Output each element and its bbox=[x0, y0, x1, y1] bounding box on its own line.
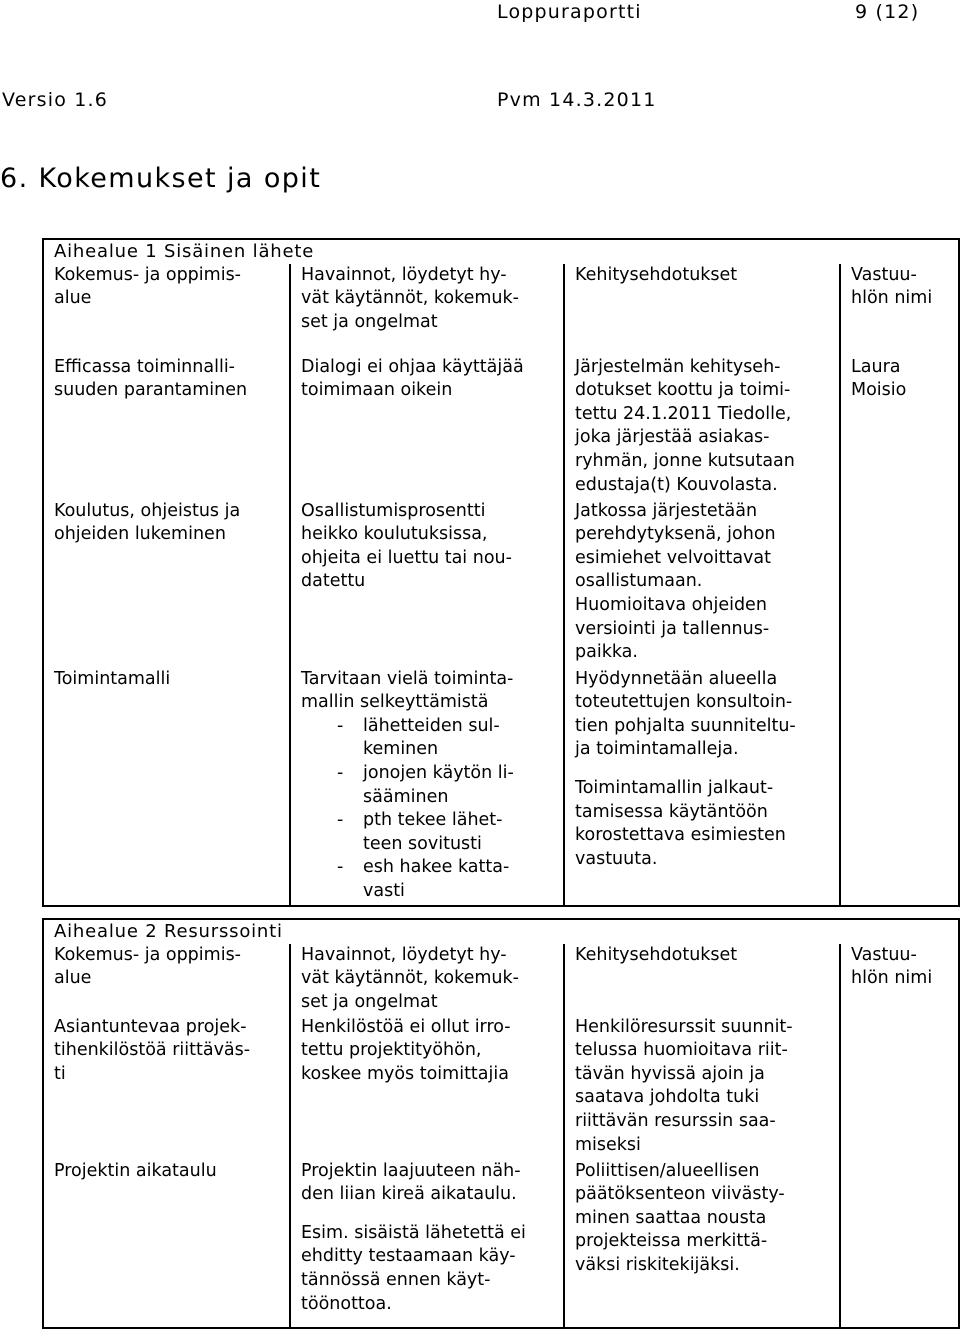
document-title: Loppuraportti bbox=[497, 1, 642, 23]
column-header-observations: Havainnot, löydetyt hy- vät käytännöt, kokemuk- set ja ongelmat bbox=[290, 264, 564, 356]
list-item-text: pth tekee lähet- teen sovitusti bbox=[363, 810, 503, 854]
column-header-area: Kokemus- ja oppimis- alue bbox=[43, 264, 290, 356]
list-item-text: lähetteiden sul- keminen bbox=[363, 715, 500, 760]
column-header-area: Kokemus- ja oppimis- alue bbox=[43, 944, 290, 1016]
cell-responsible: Laura Moisio bbox=[840, 356, 959, 500]
table-row bbox=[43, 500, 959, 668]
cell-development: Henkilöresurssit suunnit- telussa huomioitava riit- tävän hyvissä ajoin ja saatava johdolta tuki riittävän resurssin saa- miseksi bbox=[564, 1016, 840, 1160]
cell-area: Efficassa toiminnalli- suuden parantaminen bbox=[43, 356, 290, 500]
cell-observation: Henkilöstöä ei ollut irro- tettu projektityöhön, koskee myös toimittajia bbox=[290, 1016, 564, 1160]
list-item bbox=[301, 762, 563, 809]
cell-area: Asiantuntevaa projek- tihenkilöstöä riittäväs- ti bbox=[43, 1016, 290, 1160]
version-label: Versio 1.6 bbox=[2, 89, 109, 111]
list-dash: - bbox=[337, 857, 344, 878]
list-item-text: jonojen käytön li- sääminen bbox=[363, 762, 514, 807]
cell-observation bbox=[290, 1160, 564, 1328]
column-header-responsible: Vastuu- hlön nimi bbox=[840, 264, 959, 356]
cell-area: Toimintamalli bbox=[43, 668, 290, 906]
list-item bbox=[301, 715, 563, 762]
table-caption: Aihealue 1 Sisäinen lähete bbox=[43, 239, 959, 264]
table-row bbox=[43, 1160, 959, 1328]
cell-area: Projektin aikataulu bbox=[43, 1160, 290, 1328]
table-row bbox=[43, 356, 959, 500]
date-label: Pvm 14.3.2011 bbox=[497, 89, 657, 111]
section-title: 6. Kokemukset ja opit bbox=[0, 163, 322, 194]
cell-development: Jatkossa järjestetään perehdytyksenä, johon esimiehet velvoittavat osallistumaan. Huomioitava ohjeiden versiointi ja tallennus- paikka. bbox=[564, 500, 840, 668]
observation-list bbox=[301, 715, 563, 904]
list-dash: - bbox=[337, 762, 344, 783]
cell-observation: Dialogi ei ohjaa käyttäjää toimimaan oikein bbox=[290, 356, 564, 500]
cell-responsible bbox=[840, 1016, 959, 1160]
cell-area: Koulutus, ohjeistus ja ohjeiden lukeminen bbox=[43, 500, 290, 668]
observation-text: Projektin laajuuteen näh- den liian kireä aikataulu. bbox=[301, 1160, 521, 1205]
column-header-development: Kehitysehdotukset bbox=[564, 944, 840, 1016]
cell-development: Poliittisen/alueellisen päätöksenteon viivästy- minen saattaa nousta projekteissa merkittä- väksi riskitekijäksi. bbox=[564, 1160, 840, 1328]
list-item bbox=[301, 809, 563, 856]
cell-observation: Osallistumisprosentti heikko koulutuksissa, ohjeita ei luettu tai nou- datettu bbox=[290, 500, 564, 668]
cell-development: Järjestelmän kehityseh- dotukset koottu ja toimi- tettu 24.1.2011 Tiedolle, joka järjestää asiakas- ryhmän, jonne kutsutaan edustaja(t) Kouvolasta. bbox=[564, 356, 840, 500]
page-number: 9 (12) bbox=[855, 1, 920, 23]
table-row bbox=[43, 668, 959, 906]
table-aihealue-2 bbox=[42, 918, 960, 1329]
cell-observation bbox=[290, 668, 564, 906]
development-text-2: Toimintamallin jalkaut- tamisessa käytäntöön korostettava esimiesten vastuuta. bbox=[575, 777, 786, 869]
column-header-responsible: Vastuu- hlön nimi bbox=[840, 944, 959, 1016]
observation-intro: Tarvitaan vielä toiminta- mallin selkeyttämistä bbox=[301, 668, 514, 713]
list-dash: - bbox=[337, 715, 344, 736]
list-item bbox=[301, 856, 563, 903]
cell-responsible bbox=[840, 500, 959, 668]
column-header-observations: Havainnot, löydetyt hy- vät käytännöt, kokemuk- set ja ongelmat bbox=[290, 944, 564, 1016]
table-aihealue-1 bbox=[42, 238, 960, 907]
cell-responsible bbox=[840, 1160, 959, 1328]
table-row bbox=[43, 1016, 959, 1160]
development-text: Hyödynnetään alueella toteutettujen konsultoin- tien pohjalta suunniteltu- ja toimintamalleja. bbox=[575, 668, 796, 760]
list-item-text: esh hakee katta- vasti bbox=[363, 857, 510, 901]
cell-responsible bbox=[840, 668, 959, 906]
observation-text-2: Esim. sisäistä lähetettä ei ehditty testaamaan käy- tännössä ennen käyt- töönottoa. bbox=[301, 1222, 526, 1314]
list-dash: - bbox=[337, 810, 344, 831]
table-caption: Aihealue 2 Resurssointi bbox=[43, 919, 959, 944]
cell-development bbox=[564, 668, 840, 906]
column-header-development: Kehitysehdotukset bbox=[564, 264, 840, 356]
